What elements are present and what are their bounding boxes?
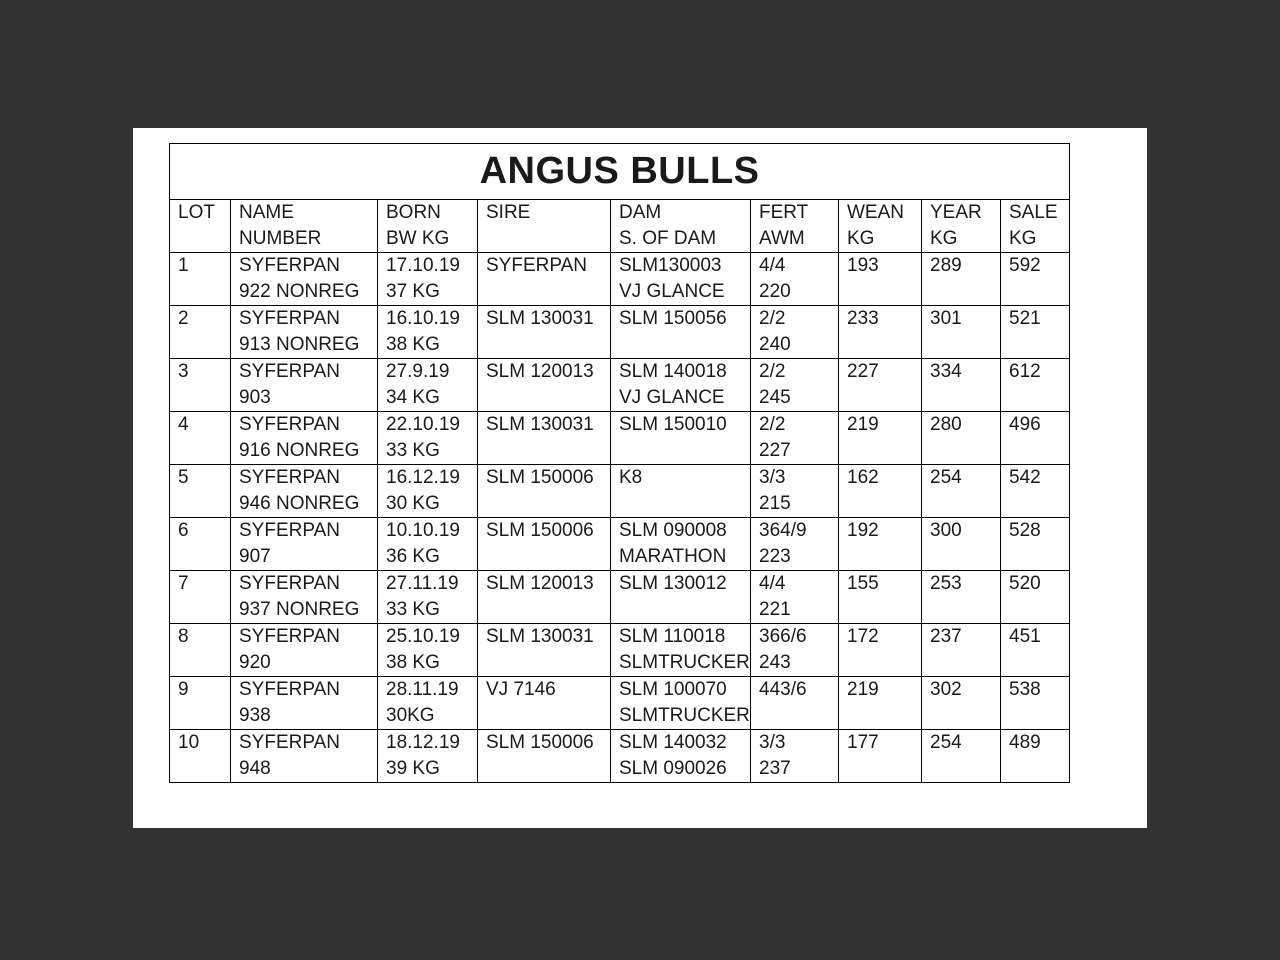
- cell-lot: 9: [170, 677, 231, 730]
- cell-wean-kg: 227: [839, 359, 922, 412]
- cell-fert-awm: 2/2 227: [751, 412, 839, 465]
- table-row: [170, 730, 1070, 783]
- cell-year-kg: 300: [922, 518, 1001, 571]
- cell-lot: 6: [170, 518, 231, 571]
- cell-sale-kg: 542: [1001, 465, 1070, 518]
- cell-wean-kg: 172: [839, 624, 922, 677]
- column-header-sale-kg: SALE KG: [1001, 200, 1070, 253]
- column-header-lot: LOT: [170, 200, 231, 253]
- cell-name-number: SYFERPAN 916 NONREG: [231, 412, 378, 465]
- cell-sale-kg: 538: [1001, 677, 1070, 730]
- cell-dam-s-of-dam: SLM 130012: [611, 571, 751, 624]
- cell-year-kg: 254: [922, 465, 1001, 518]
- column-header-dam-s-of-dam: DAM S. OF DAM: [611, 200, 751, 253]
- cell-dam-s-of-dam: SLM 140018 VJ GLANCE: [611, 359, 751, 412]
- cell-born-bw-kg: 27.11.19 33 KG: [378, 571, 478, 624]
- cell-born-bw-kg: 18.12.19 39 KG: [378, 730, 478, 783]
- table-title: ANGUS BULLS: [170, 144, 1070, 200]
- cell-name-number: SYFERPAN 948: [231, 730, 378, 783]
- title-row: [170, 144, 1070, 200]
- cell-name-number: SYFERPAN 920: [231, 624, 378, 677]
- column-header-fert-awm: FERT AWM: [751, 200, 839, 253]
- cell-name-number: SYFERPAN 946 NONREG: [231, 465, 378, 518]
- column-header-name-number: NAME NUMBER: [231, 200, 378, 253]
- cell-year-kg: 280: [922, 412, 1001, 465]
- cell-born-bw-kg: 27.9.19 34 KG: [378, 359, 478, 412]
- document-page: [133, 128, 1147, 828]
- cell-fert-awm: 4/4 221: [751, 571, 839, 624]
- table-row: [170, 465, 1070, 518]
- cell-dam-s-of-dam: SLM 140032 SLM 090026: [611, 730, 751, 783]
- cell-sale-kg: 451: [1001, 624, 1070, 677]
- cell-year-kg: 237: [922, 624, 1001, 677]
- cell-dam-s-of-dam: SLM 110018 SLMTRUCKER: [611, 624, 751, 677]
- cell-sire: SLM 120013: [478, 571, 611, 624]
- cell-sale-kg: 592: [1001, 253, 1070, 306]
- cell-name-number: SYFERPAN 913 NONREG: [231, 306, 378, 359]
- cell-sale-kg: 528: [1001, 518, 1070, 571]
- angus-bulls-table: [169, 143, 1070, 783]
- cell-sire: SYFERPAN: [478, 253, 611, 306]
- cell-name-number: SYFERPAN 907: [231, 518, 378, 571]
- cell-lot: 1: [170, 253, 231, 306]
- cell-name-number: SYFERPAN 922 NONREG: [231, 253, 378, 306]
- table-row: [170, 571, 1070, 624]
- cell-lot: 5: [170, 465, 231, 518]
- cell-lot: 8: [170, 624, 231, 677]
- cell-wean-kg: 219: [839, 677, 922, 730]
- cell-sire: SLM 130031: [478, 412, 611, 465]
- cell-wean-kg: 192: [839, 518, 922, 571]
- cell-lot: 4: [170, 412, 231, 465]
- column-header-wean-kg: WEAN KG: [839, 200, 922, 253]
- cell-year-kg: 301: [922, 306, 1001, 359]
- column-header-year-kg: YEAR KG: [922, 200, 1001, 253]
- table-row: [170, 359, 1070, 412]
- cell-lot: 2: [170, 306, 231, 359]
- cell-born-bw-kg: 16.10.19 38 KG: [378, 306, 478, 359]
- table-body: [170, 253, 1070, 783]
- cell-wean-kg: 155: [839, 571, 922, 624]
- cell-sale-kg: 520: [1001, 571, 1070, 624]
- column-header-sire: SIRE: [478, 200, 611, 253]
- cell-fert-awm: 2/2 245: [751, 359, 839, 412]
- cell-dam-s-of-dam: SLM 150010: [611, 412, 751, 465]
- cell-sire: SLM 150006: [478, 518, 611, 571]
- cell-name-number: SYFERPAN 903: [231, 359, 378, 412]
- header-row: [170, 200, 1070, 253]
- cell-sire: SLM 150006: [478, 730, 611, 783]
- table-row: [170, 677, 1070, 730]
- cell-lot: 10: [170, 730, 231, 783]
- cell-year-kg: 289: [922, 253, 1001, 306]
- cell-sale-kg: 496: [1001, 412, 1070, 465]
- cell-born-bw-kg: 16.12.19 30 KG: [378, 465, 478, 518]
- cell-born-bw-kg: 28.11.19 30KG: [378, 677, 478, 730]
- cell-sale-kg: 489: [1001, 730, 1070, 783]
- cell-dam-s-of-dam: SLM 100070 SLMTRUCKER: [611, 677, 751, 730]
- cell-dam-s-of-dam: SLM 090008 MARATHON: [611, 518, 751, 571]
- cell-wean-kg: 193: [839, 253, 922, 306]
- cell-name-number: SYFERPAN 937 NONREG: [231, 571, 378, 624]
- table-row: [170, 306, 1070, 359]
- cell-wean-kg: 233: [839, 306, 922, 359]
- cell-fert-awm: 366/6 243: [751, 624, 839, 677]
- cell-fert-awm: 2/2 240: [751, 306, 839, 359]
- cell-lot: 7: [170, 571, 231, 624]
- cell-sire: SLM 150006: [478, 465, 611, 518]
- cell-wean-kg: 177: [839, 730, 922, 783]
- cell-born-bw-kg: 22.10.19 33 KG: [378, 412, 478, 465]
- cell-dam-s-of-dam: K8: [611, 465, 751, 518]
- cell-sire: SLM 130031: [478, 624, 611, 677]
- cell-wean-kg: 162: [839, 465, 922, 518]
- cell-born-bw-kg: 25.10.19 38 KG: [378, 624, 478, 677]
- table-row: [170, 624, 1070, 677]
- cell-dam-s-of-dam: SLM130003 VJ GLANCE: [611, 253, 751, 306]
- cell-born-bw-kg: 17.10.19 37 KG: [378, 253, 478, 306]
- cell-fert-awm: 3/3 215: [751, 465, 839, 518]
- cell-wean-kg: 219: [839, 412, 922, 465]
- cell-year-kg: 254: [922, 730, 1001, 783]
- cell-sire: VJ 7146: [478, 677, 611, 730]
- cell-sale-kg: 612: [1001, 359, 1070, 412]
- cell-year-kg: 253: [922, 571, 1001, 624]
- cell-born-bw-kg: 10.10.19 36 KG: [378, 518, 478, 571]
- cell-sire: SLM 130031: [478, 306, 611, 359]
- table-row: [170, 518, 1070, 571]
- column-header-born-bw-kg: BORN BW KG: [378, 200, 478, 253]
- cell-fert-awm: 443/6: [751, 677, 839, 730]
- cell-lot: 3: [170, 359, 231, 412]
- cell-year-kg: 302: [922, 677, 1001, 730]
- cell-year-kg: 334: [922, 359, 1001, 412]
- table-row: [170, 253, 1070, 306]
- cell-sale-kg: 521: [1001, 306, 1070, 359]
- cell-fert-awm: 364/9 223: [751, 518, 839, 571]
- cell-dam-s-of-dam: SLM 150056: [611, 306, 751, 359]
- table-row: [170, 412, 1070, 465]
- cell-sire: SLM 120013: [478, 359, 611, 412]
- cell-name-number: SYFERPAN 938: [231, 677, 378, 730]
- cell-fert-awm: 4/4 220: [751, 253, 839, 306]
- cell-fert-awm: 3/3 237: [751, 730, 839, 783]
